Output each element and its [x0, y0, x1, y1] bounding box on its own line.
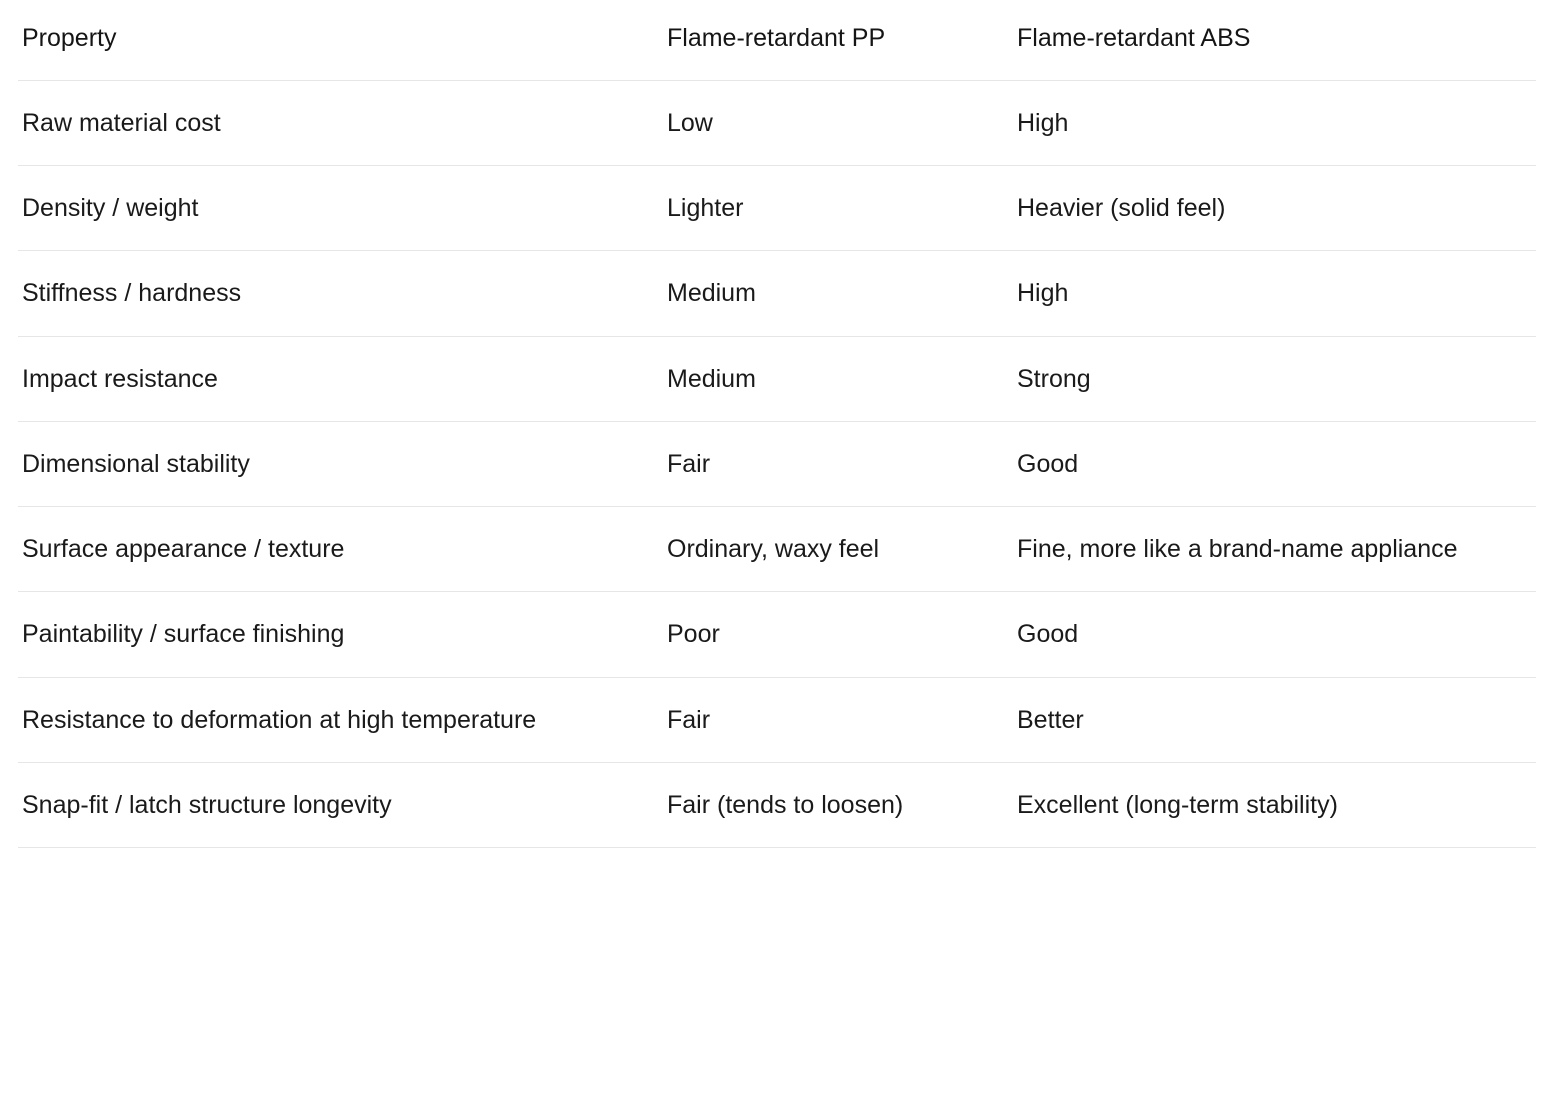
- cell-property-text: Resistance to deformation at high temperature: [22, 705, 537, 734]
- cell-abs: [1013, 762, 1536, 847]
- cell-property-text: Raw material cost: [22, 108, 221, 137]
- cell-abs: [1013, 677, 1536, 762]
- cell-property-text: Impact resistance: [22, 364, 218, 393]
- cell-property-text: Surface appearance / texture: [22, 535, 345, 563]
- table-row: [18, 592, 1536, 677]
- cell-pp: [663, 592, 1013, 677]
- cell-pp: [663, 80, 1013, 165]
- table-row: [18, 336, 1536, 421]
- cell-abs-text: Fine, more like a brand-name appliance: [1017, 535, 1458, 563]
- cell-property-text: Dimensional stability: [22, 449, 250, 478]
- column-header-pp-label: Flame-retardant PP: [667, 24, 886, 52]
- column-header-pp: [663, 0, 1013, 80]
- cell-property-text: Paintability / surface finishing: [22, 620, 345, 649]
- cell-abs-text: Better: [1017, 705, 1084, 734]
- cell-pp-text: Fair: [667, 449, 711, 478]
- cell-abs-text: Excellent (long-term stability): [1017, 790, 1338, 819]
- cell-pp: [663, 421, 1013, 506]
- cell-property: [18, 762, 663, 847]
- cell-abs: [1013, 421, 1536, 506]
- cell-pp: [663, 251, 1013, 336]
- cell-pp-text: Fair: [667, 705, 711, 734]
- cell-abs-text: Good: [1017, 449, 1079, 478]
- cell-abs: [1013, 592, 1536, 677]
- cell-pp-text: Medium: [667, 364, 756, 393]
- cell-pp: [663, 677, 1013, 762]
- cell-abs: [1013, 166, 1536, 251]
- cell-property: [18, 251, 663, 336]
- column-header-abs: [1013, 0, 1536, 80]
- table-body: [18, 80, 1536, 847]
- column-header-abs-label: Flame-retardant ABS: [1017, 24, 1251, 52]
- cell-abs: [1013, 251, 1536, 336]
- table-row: [18, 507, 1536, 592]
- cell-abs-text: High: [1017, 108, 1069, 137]
- material-comparison-table: [18, 0, 1536, 848]
- cell-property: [18, 166, 663, 251]
- cell-abs: [1013, 336, 1536, 421]
- cell-property-text: Snap-fit / latch structure longevity: [22, 790, 392, 819]
- cell-property: [18, 677, 663, 762]
- cell-abs: [1013, 80, 1536, 165]
- cell-pp-text: Poor: [667, 620, 720, 649]
- cell-property: [18, 507, 663, 592]
- cell-property-text: Density / weight: [22, 194, 199, 222]
- cell-pp-text: Low: [667, 108, 713, 137]
- column-header-property: [18, 0, 663, 80]
- cell-abs-text: High: [1017, 279, 1069, 308]
- cell-pp-text: Fair (tends to loosen): [667, 790, 904, 819]
- cell-pp: [663, 336, 1013, 421]
- cell-property-text: Stiffness / hardness: [22, 279, 242, 308]
- column-header-property-label: Property: [22, 24, 117, 52]
- table-row: [18, 421, 1536, 506]
- table-row: [18, 166, 1536, 251]
- cell-abs-text: Heavier (solid feel): [1017, 194, 1226, 222]
- cell-pp-text: Medium: [667, 279, 756, 308]
- cell-pp-text: Lighter: [667, 194, 744, 222]
- table-row: [18, 762, 1536, 847]
- cell-pp: [663, 166, 1013, 251]
- cell-pp: [663, 507, 1013, 592]
- cell-property: [18, 421, 663, 506]
- cell-pp-text: Ordinary, waxy feel: [667, 535, 880, 563]
- cell-property: [18, 336, 663, 421]
- cell-abs-text: Good: [1017, 620, 1079, 649]
- table-row: [18, 677, 1536, 762]
- cell-pp: [663, 762, 1013, 847]
- cell-property: [18, 592, 663, 677]
- cell-property: [18, 80, 663, 165]
- table-header: [18, 0, 1536, 80]
- cell-abs-text: Strong: [1017, 364, 1091, 393]
- table-row: [18, 251, 1536, 336]
- table-header-row: [18, 0, 1536, 80]
- cell-abs: [1013, 507, 1536, 592]
- table-row: [18, 80, 1536, 165]
